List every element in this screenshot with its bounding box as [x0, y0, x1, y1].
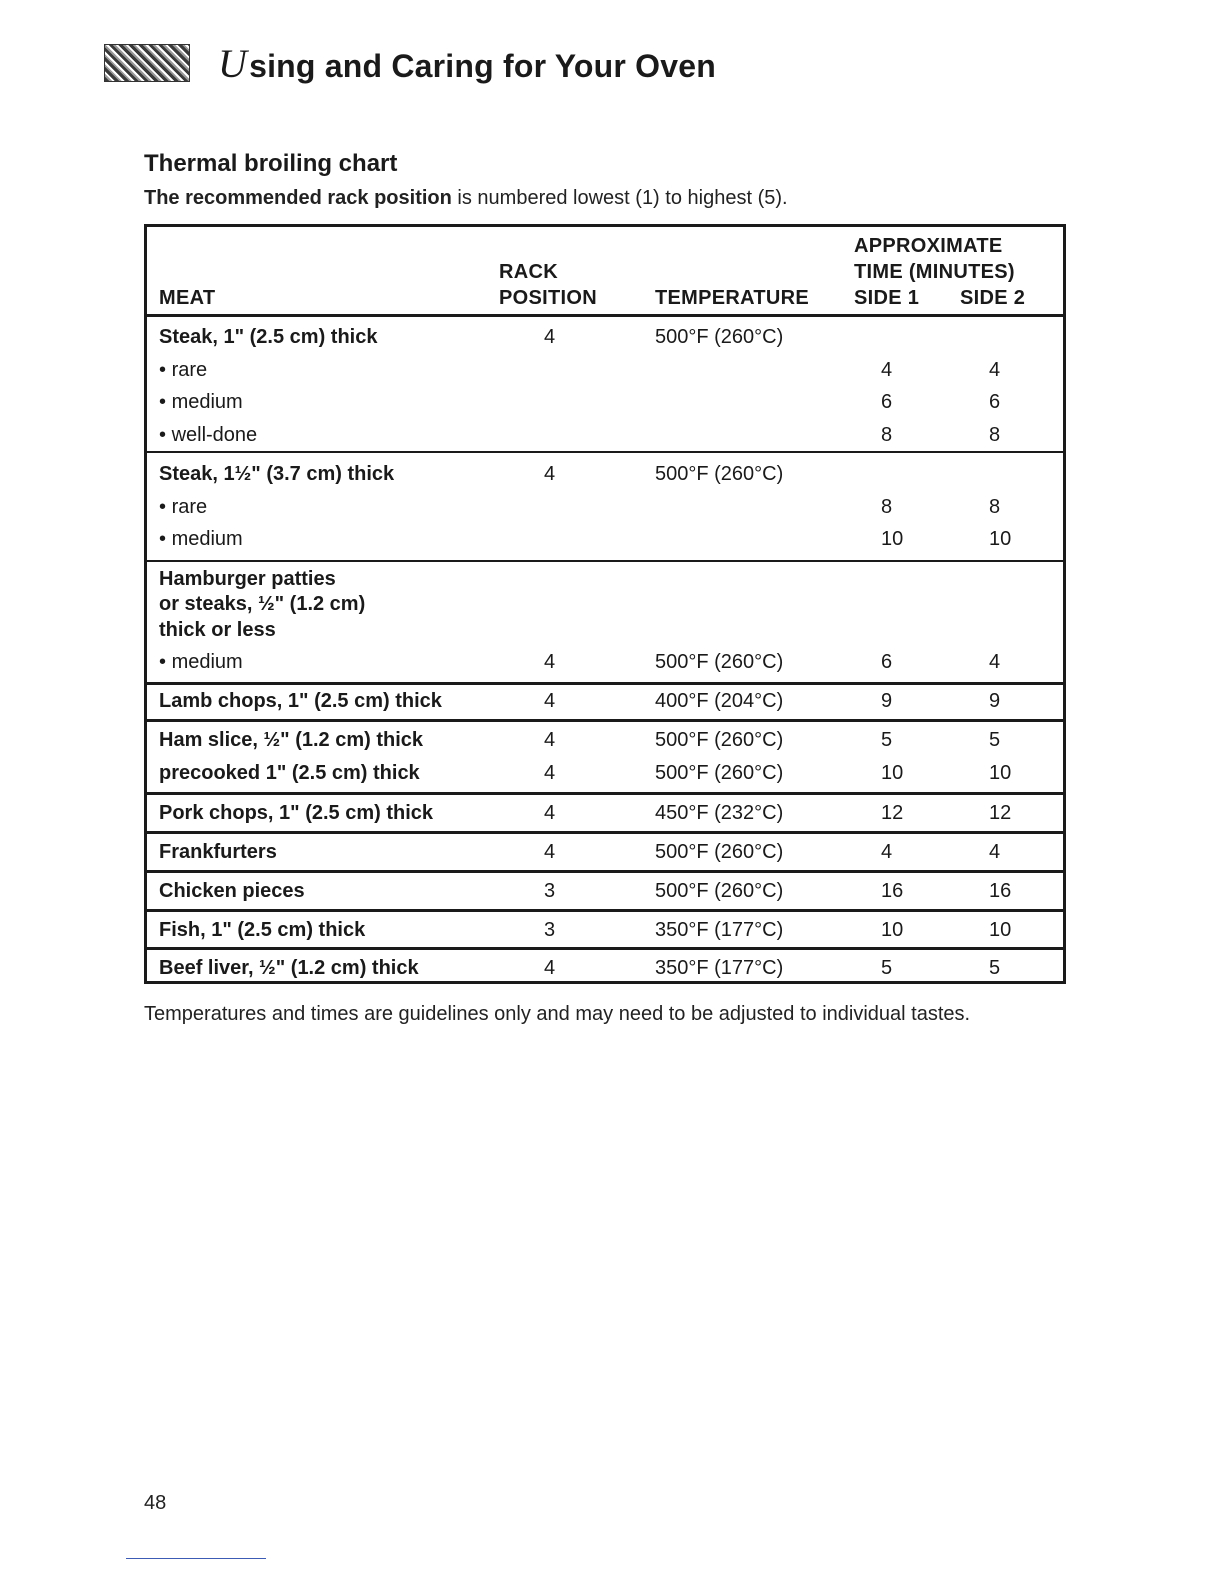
section-title: Thermal broiling chart [144, 150, 398, 177]
divider [147, 947, 1063, 950]
side1-value: 4 [881, 359, 893, 381]
doneness-rare: • rare [159, 496, 207, 519]
side1-value: 5 [881, 729, 893, 751]
header-title-initial: U [218, 40, 248, 86]
meat-chicken-pieces: Chicken pieces [159, 880, 305, 902]
rack-value: 4 [544, 651, 556, 673]
temperature-value: 500°F (260°C) [655, 463, 784, 485]
rack-value: 4 [544, 762, 556, 784]
rack-value: 4 [544, 463, 556, 485]
temperature-value: 500°F (260°C) [655, 651, 784, 673]
side2-value: 4 [989, 651, 1001, 673]
doneness-medium: • medium [159, 391, 243, 414]
meat-beef-liver: Beef liver, ½" (1.2 cm) thick [159, 957, 419, 979]
divider [147, 682, 1063, 685]
header-position: POSITION [499, 287, 597, 309]
header-side-2: SIDE 2 [960, 287, 1026, 309]
page-number: 48 [144, 1492, 167, 1514]
temperature-value: 450°F (232°C) [655, 802, 784, 824]
divider [147, 909, 1063, 912]
divider [147, 792, 1063, 795]
side1-value: 16 [881, 880, 904, 902]
side2-value: 9 [989, 690, 1001, 712]
header-rack: RACK [499, 261, 558, 283]
meat-fish: Fish, 1" (2.5 cm) thick [159, 919, 366, 941]
meat-pork-chops: Pork chops, 1" (2.5 cm) thick [159, 802, 434, 824]
intro-bold: The recommended rack position [144, 187, 452, 209]
rack-value: 4 [544, 957, 556, 979]
side2-value: 5 [989, 729, 1001, 751]
divider [147, 560, 1063, 562]
rack-value: 3 [544, 880, 556, 902]
divider [147, 451, 1063, 453]
side2-value: 10 [989, 528, 1012, 550]
side1-value: 9 [881, 690, 893, 712]
header-approximate: APPROXIMATE [854, 235, 1003, 257]
header-side-1: SIDE 1 [854, 287, 920, 309]
side1-value: 8 [881, 424, 893, 446]
meat-ham-slice: Ham slice, ½" (1.2 cm) thick [159, 729, 424, 751]
side1-value: 10 [881, 528, 904, 550]
broiling-chart-table [144, 224, 1066, 984]
temperature-value: 500°F (260°C) [655, 762, 784, 784]
meat-hamburger-line1: Hamburger patties [159, 568, 336, 590]
header-title-rest: sing and Caring for Your Oven [249, 47, 716, 84]
side2-value: 6 [989, 391, 1001, 413]
temperature-value: 350°F (177°C) [655, 957, 784, 979]
temperature-value: 350°F (177°C) [655, 919, 784, 941]
side2-value: 10 [989, 762, 1012, 784]
side2-value: 8 [989, 424, 1001, 446]
page-header [104, 38, 716, 88]
divider [147, 314, 1063, 317]
temperature-value: 500°F (260°C) [655, 880, 784, 902]
side1-value: 4 [881, 841, 893, 863]
meat-lamb-chops: Lamb chops, 1" (2.5 cm) thick [159, 690, 442, 712]
meat-steak-1in: Steak, 1" (2.5 cm) thick [159, 326, 378, 348]
divider [147, 831, 1063, 834]
page-header-title [218, 40, 716, 87]
rack-value: 4 [544, 690, 556, 712]
side2-value: 5 [989, 957, 1001, 979]
meat-hamburger-line2: or steaks, ½" (1.2 cm) [159, 593, 366, 615]
temperature-value: 500°F (260°C) [655, 841, 784, 863]
side1-value: 10 [881, 919, 904, 941]
side1-value: 5 [881, 957, 893, 979]
header-meat: MEAT [159, 287, 216, 309]
side1-value: 6 [881, 391, 893, 413]
side1-value: 6 [881, 651, 893, 673]
side2-value: 10 [989, 919, 1012, 941]
temperature-value: 400°F (204°C) [655, 690, 784, 712]
side2-value: 16 [989, 880, 1012, 902]
doneness-rare: • rare [159, 359, 207, 382]
meat-frankfurters: Frankfurters [159, 841, 277, 863]
header-temperature: TEMPERATURE [655, 287, 810, 309]
rack-value: 3 [544, 919, 556, 941]
divider [147, 719, 1063, 722]
divider [147, 870, 1063, 873]
meat-hamburger-line3: thick or less [159, 619, 276, 641]
doneness-well-done: • well-done [159, 424, 257, 447]
rack-value: 4 [544, 802, 556, 824]
footnote: Temperatures and times are guidelines only and may need to be adjusted to individual tastes. [144, 1003, 971, 1025]
meat-ham-precooked: precooked 1" (2.5 cm) thick [159, 762, 420, 784]
doneness-medium: • medium [159, 651, 243, 674]
footer-rule [126, 1558, 266, 1559]
brand-logo-icon [104, 44, 190, 82]
temperature-value: 500°F (260°C) [655, 326, 784, 348]
side1-value: 12 [881, 802, 904, 824]
header-time-minutes: TIME (MINUTES) [854, 261, 1015, 283]
intro-rest: is numbered lowest (1) to highest (5). [451, 187, 788, 209]
side1-value: 8 [881, 496, 893, 518]
side2-value: 8 [989, 496, 1001, 518]
meat-steak-1-5in: Steak, 1½" (3.7 cm) thick [159, 463, 395, 485]
doneness-medium: • medium [159, 528, 243, 551]
temperature-value: 500°F (260°C) [655, 729, 784, 751]
side1-value: 10 [881, 762, 904, 784]
rack-value: 4 [544, 729, 556, 751]
rack-value: 4 [544, 326, 556, 348]
side2-value: 4 [989, 841, 1001, 863]
side2-value: 12 [989, 802, 1012, 824]
side2-value: 4 [989, 359, 1001, 381]
intro-text [144, 187, 788, 210]
rack-value: 4 [544, 841, 556, 863]
